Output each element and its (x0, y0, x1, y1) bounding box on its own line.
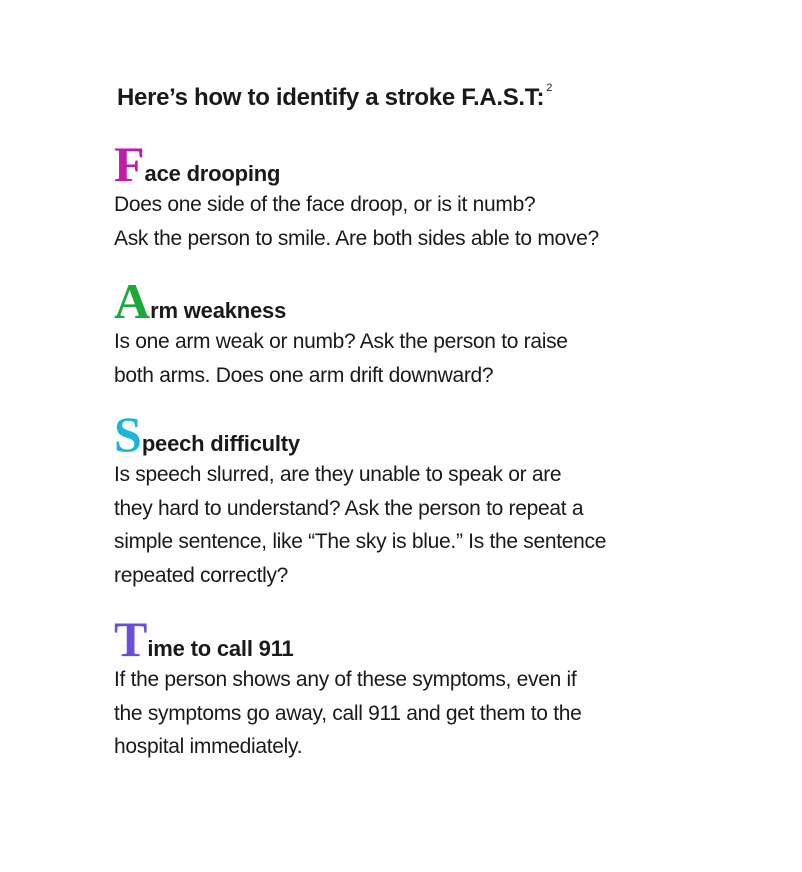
body-line: simple sentence, like “The sky is blue.” Is the sentence (114, 530, 607, 553)
body-line: repeated correctly? (114, 563, 289, 587)
body-line: If the person shows any of these symptoms, even if (114, 668, 577, 691)
body-line: they hard to understand? Ask the person to repeat a (114, 496, 584, 520)
section-heading (114, 273, 674, 329)
section-heading (114, 136, 674, 192)
section-time (114, 611, 674, 764)
initial-letter-s: S (114, 406, 142, 462)
heading-rest: rm weakness (150, 298, 287, 323)
footnote-marker: 2 (546, 82, 553, 94)
heading-rest: ace drooping (144, 161, 281, 186)
section-body (114, 663, 674, 764)
page-title (117, 84, 552, 112)
section-heading (114, 611, 674, 667)
section-face (114, 136, 674, 255)
heading-rest: peech difficulty (141, 431, 300, 456)
body-line: both arms. Does one arm drift downward? (114, 363, 494, 387)
title-text: Here’s how to identify a stroke F.A.S.T: (117, 84, 545, 111)
body-line: Is speech slurred, are they unable to speak or are (114, 463, 562, 486)
initial-letter-a: A (114, 273, 151, 329)
initial-letter-t: T (114, 611, 148, 667)
section-arm (114, 273, 674, 392)
body-line: Is one arm weak or numb? Ask the person to raise (114, 330, 568, 353)
heading-rest: ime to call 911 (147, 636, 294, 661)
body-line: Ask the person to smile. Are both sides able to move? (114, 226, 599, 250)
section-speech (114, 406, 674, 592)
section-heading (114, 406, 674, 462)
section-body (114, 325, 674, 392)
body-line: Does one side of the face droop, or is it numb? (114, 193, 536, 216)
initial-letter-f: F (114, 136, 145, 192)
section-body (114, 188, 674, 255)
body-line: the symptoms go away, call 911 and get them to the (114, 701, 582, 725)
section-body (114, 458, 674, 592)
body-line: hospital immediately. (114, 735, 303, 758)
